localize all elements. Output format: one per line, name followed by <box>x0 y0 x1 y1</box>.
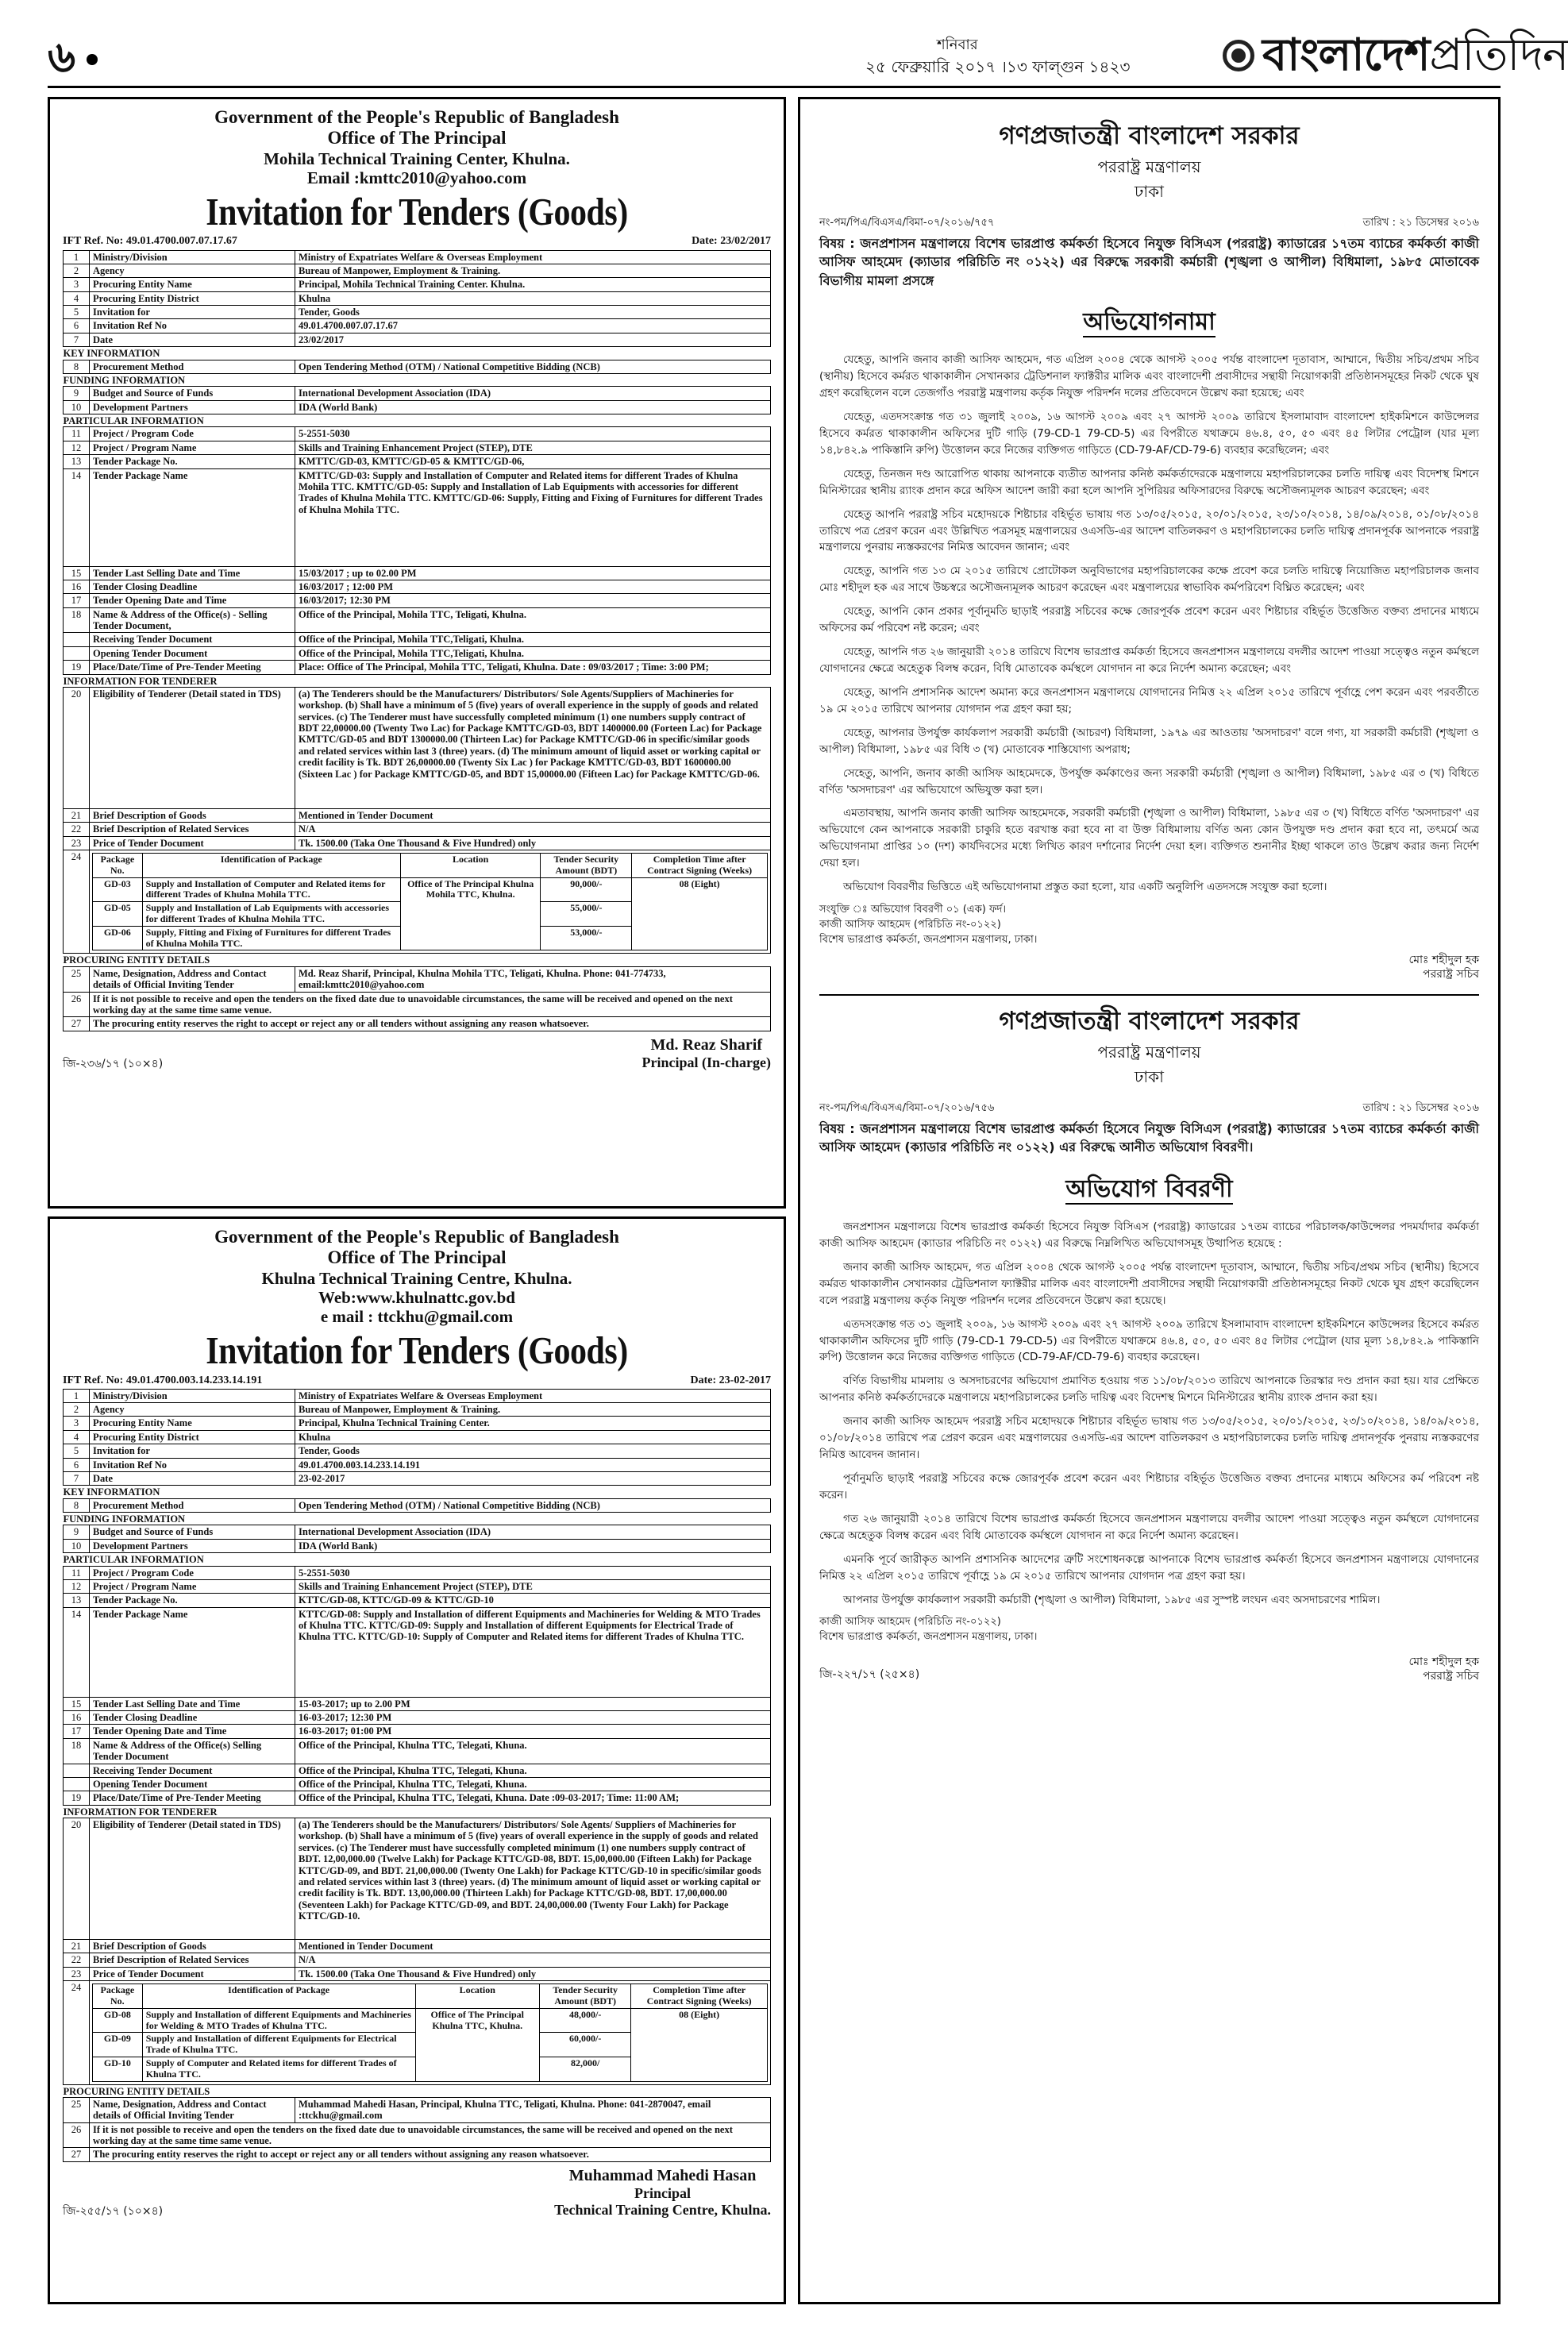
table-row: 23 Price of Tender Document Tk. 1500.00 (Taka One Thousand & Five Hundred) only <box>64 836 771 850</box>
paragraph: যেহেতু, আপনার উপর্যুক্ত কার্যকলাপ সরকারী কর্মচারী (আচরণ) বিধিমালা, ১৯৭৯ এর আওতায় 'অসদাচরণ' বলে গণ্য, যা সরকারী কর্মচারী (শৃঙ্খলা ও আপীল) বিধিমালা, ১৯৮৫ এর বিধি ৩ (খ) মোতাবেক শাস্তিযোগ্য অপরাধ; <box>819 726 1479 756</box>
gov-heading: Government of the People's Republic of Bangladesh <box>214 107 619 127</box>
section-caption: অভিযোগ বিবরণী <box>1065 1174 1233 1203</box>
table-row: 12 Project / Program Name Skills and Training Enhancement Project (STEP), DTE <box>64 1579 771 1593</box>
table-row: 15 Tender Last Selling Date and Time 15/03/2017 ; up to 02.00 PM <box>64 566 771 580</box>
tender-notice-khulna-ttc <box>48 1216 786 2304</box>
table-row: GD-05 Supply and Installation of Lab Equipments with accessories for different Trades of Khulna Mohila TTC. 55,000/- <box>93 902 768 927</box>
tender-notice-mohila-ttc <box>48 97 786 1209</box>
paragraph: যেহেতু, এতদসংক্রান্ত গত ৩১ জুলাই ২০০৯, ১৬ আগস্ট ২০০৯ এবং ২৭ আগস্ট ২০০৯ তারিখে ইসলামাবাদ বাংলাদেশ হাইকমিশনে কাউন্সেলর হিসেবে কর্মরত থাকাকালীন অফিসের দুটি গাড়ি (79-CD-1 79-CD-5) এর বিপরীতে যথাক্রমে ৪৬.৪, ৫০, ৫০ এবং ৪৫ লিটার পেট্রোল (যার মূল্য ১৪,৮৪২.৯ পাকিস্তানি রুপি) উত্তোলন করে নিজের ব্যক্তিগত গাড়িতে (CD-79-AF/CD-79-6) ব্যবহার করেছিলেন; এবং <box>819 411 1479 457</box>
table-row: 22 Brief Description of Related Services N/A <box>64 823 771 836</box>
table-row: 11 Project / Program Code 5-2551-5030 <box>64 1566 771 1579</box>
paragraph: আপনার উপর্যুক্ত কার্যকলাপ সরকারী কর্মচারী (শৃঙ্খলা ও আপীল) বিধিমালা, ১৯৮৫ এর সুস্পষ্ট লংঘন এবং অসদাচরণের শামিল। <box>843 1593 1381 1606</box>
table-row: 1 Ministry/Division Ministry of Expatriates Welfare & Overseas Employment <box>64 1389 771 1402</box>
paragraph: জনপ্রশাসন মন্ত্রণালয়ে বিশেষ ভারপ্রাপ্ত কর্মকর্তা হিসেবে নিযুক্ত বিসিএস (পররাষ্ট্র) ক্যাডারের ১৭তম ব্যাচের পরিচালক/কাউন্সেলর পদমর্যাদার কর্মকর্তা কাজী আসিফ আহমেদ (ক্যাডার পরিচিতি নং ০১২২) এর বিরুদ্ধে নিম্নলিখিত অভিযোগসমূহ উত্থাপিত হয়েছে : <box>819 1220 1479 1250</box>
signature-block: মোঃ শহীদুল হক পররাষ্ট্র সচিব <box>1408 953 1479 981</box>
ad-code: জি-২২৭/১৭ (২৫×৪) <box>819 1667 920 1681</box>
web-line: Web:www.khulnattc.gov.bd <box>318 1288 515 1308</box>
paragraph: যেহেতু, আপনি প্রশাসনিক আদেশ অমান্য করে জনপ্রশাসন মন্ত্রণালয়ে যোগদানের নিমিত্ত ২২ এপ্রিল ২০১৫ তারিখে পূর্বাহ্ণে পেশ করেন এবং পরবর্তীতে ১৯ মে ২০১৫ তারিখে আপনার যোগদান পত্র গ্রহণ করা হয়; <box>819 685 1479 715</box>
paragraph: জনাব কাজী আসিফ আহমেদ পররাষ্ট্র সচিব মহোদয়কে শিষ্টাচার বহির্ভূত ভাষায় গত ১৩/০৫/২০১৫, ২০/০১/২০১৫, ২৩/১০/২০১৪, ১৪/০৯/২০১৪, ০১/০৮/২০১৪ তারিখে পত্র প্রেরণ করেন এবং মন্ত্রণালয়ের ওএসডি-এর আদেশ বাতিলকরণ ও মহাপরিচালকের চলতি দায়িত্ব প্রদানপূর্বক পুনরায় ন্যস্তকরণের নিমিত্ত আবেদন জানান। <box>819 1415 1479 1462</box>
table-row: 10 Development Partners IDA (World Bank) <box>64 1539 771 1552</box>
table-row: 16 Tender Closing Deadline 16-03-2017; 12:30 PM <box>64 1711 771 1725</box>
table-row: 4 Procuring Entity District Khulna <box>64 1430 771 1444</box>
notice-title: Invitation for Tenders (Goods) <box>206 1330 628 1373</box>
table-row: 26 If it is not possible to receive and open the tenders on the fixed date due to unavoidable circumstances, the same will be received and opened on the next working day at the same time same venue. <box>64 992 771 1017</box>
masthead-rule <box>48 86 1501 88</box>
table-row: 9 Budget and Source of Funds International Development Association (IDA) <box>64 387 771 400</box>
section-heading: INFORMATION FOR TENDERER <box>63 675 218 687</box>
table-row: 21 Brief Description of Goods Mentioned in Tender Document <box>64 808 771 822</box>
paragraph: এতদসংক্রান্ত গত ৩১ জুলাই ২০০৯, ১৬ আগস্ট ২০০৯ এবং ২৭ আগস্ট ২০০৯ তারিখে ইসলামাবাদ বাংলাদেশ হাইকমিশনে কাউন্সেলর হিসেবে কর্মরত থাকাকালীন অফিসের দুটি গাড়ি (79-CD-1 79-CD-5) এর বিপরীতে যথাক্রমে ৪৬.৪, ৫০, ৫০ এবং ৪৫ লিটার পেট্রোল (যার মূল্য ১৪,৮৪২.৯ পাকিস্তানি রুপি) উত্তোলন করে নিজের ব্যক্তিগত গাড়িতে (CD-79-AF/CD-79-6) ব্যবহার করেছেন। <box>819 1317 1479 1364</box>
table-header-row: Package No. Identification of Package Location Tender Security Amount (BDT) Completion Time after Contract Signing (Weeks) <box>93 1984 768 2009</box>
table-row: 1 Ministry/Division Ministry of Expatriates Welfare & Overseas Employment <box>64 250 771 264</box>
ift-line: IFT Ref. No: 49.01.4700.007.07.17.67 Date: 23/02/2017 <box>63 235 771 248</box>
bullet-icon <box>87 54 98 65</box>
table-row: 3 Procuring Entity Name Principal, Mohila Technical Training Center. Khulna. <box>64 278 771 291</box>
paragraph: যেহেতু, তিনজন দণ্ড আরোপিত থাকায় আপনাকে ব্যতীত আপনার কনিষ্ঠ কর্মকর্তাদেরকে মন্ত্রণালয়ে মহাপরিচালকের চলতি দায়িত্ব এবং বিদেশস্থ মিশনে মিনিস্টারের স্থানীয় র‍্যাংক প্রদান করে অফিস আদেশ জারী করা হলে আপনি সুপিরিয়র অফিসারদের বিরুদ্ধে অসৌজন্যমূলক আচরণ করেছেন; এবং <box>819 467 1479 497</box>
table-row: 24 Package No. Identification of Package Location Tender Security Amount (BDT) Completion Time after Contract Signing (Weeks) GD-03 Supply and Installation of Computer and Related items for different Trades of Khulna Mohila TTC. Office of The Principal Khulna Mohila TTC, Khulna. 90,000/- 08 (Eight) GD-05 Supply and Installation of Lab Equipments with accessories for different Trades of Khulna Mohila TTC. 55,000/- GD-06 Supply, Fitting and Fixing of Furnitures for different Trades of Khulna Mohila TTC. 53,000/- <box>64 850 771 954</box>
paragraph: পূর্বানুমতি ছাড়াই পররাষ্ট্র সচিবের কক্ষে জোরপূর্বক প্রবেশ করেন এবং শিষ্টাচার বহির্ভূত উত্তেজিত বক্তব্য প্রদানের মাধ্যমে অফিসের কর্ম পরিবেশ নষ্ট করেন। <box>819 1472 1479 1502</box>
table-row: 3 Procuring Entity Name Principal, Khulna Technical Training Center. <box>64 1417 771 1430</box>
notice-footer <box>63 2167 771 2218</box>
recipient-block: কাজী আসিফ আহমেদ (পরিচিতি নং-০১২২) বিশেষ ভারপ্রাপ্ত কর্মকর্তা, জনপ্রশাসন মন্ত্রণালয়, ঢাকা। <box>819 1616 1038 1644</box>
office-heading: Office of The Principal <box>327 1247 507 1268</box>
notice-footer <box>63 1036 771 1071</box>
gov-heading: Government of the People's Republic of Bangladesh <box>214 1227 619 1247</box>
table-row: Opening Tender Document Office of the Principal, Mohila TTC,Teligati, Khulna. <box>64 646 771 660</box>
table-row: 7 Date 23-02-2017 <box>64 1471 771 1485</box>
section-heading: KEY INFORMATION <box>63 1486 160 1498</box>
paragraph: সেহেতু, আপনি, জনাব কাজী আসিফ আহমেদকে, উপর্যুক্ত কর্মকাণ্ডের জন্য সরকারী কর্মচারী (শৃঙ্খলা ও আপীল) বিধিমালা, ১৯৮৫ এর ৩ (খ) বিধিতে বর্ণিত 'অসদাচরণ' এর অভিযোগে অভিযুক্ত করা হল। <box>819 766 1479 796</box>
table-header-row: Package No. Identification of Package Location Tender Security Amount (BDT) Completion Time after Contract Signing (Weeks) <box>93 854 768 878</box>
package-table <box>92 1984 768 2081</box>
enclosure-block: সংযুক্তি ঃ অভিযোগ বিবরণী ০১ (এক) ফর্দ। কাজী আসিফ আহমেদ (পরিচিতি নং-০১২২) বিশেষ ভারপ্রাপ্ত কর্মকর্তা, জনপ্রশাসন মন্ত্রণালয়, ঢাকা। <box>819 904 1038 946</box>
table-row: 27 The procuring entity reserves the right to accept or reject any or all tenders without assigning any reason whatsoever. <box>64 1017 771 1031</box>
reference-line: নং-পম/পিএ/বিএসএ/বিমা-০৭/২০১৬/৭৫৬ তারিখ : ২১ ডিসেম্বর ২০১৬ <box>819 1102 1479 1115</box>
section-heading: KEY INFORMATION <box>63 348 160 360</box>
section-heading: PROCURING ENTITY DETAILS <box>63 954 210 966</box>
ministry-name: পররাষ্ট্র মন্ত্রণালয় <box>1097 157 1201 177</box>
city-name: ঢাকা <box>1135 1067 1164 1087</box>
table-row: 17 Tender Opening Date and Time 16/03/2017; 12:30 PM <box>64 594 771 607</box>
package-table <box>92 853 768 950</box>
table-row: GD-09 Supply and Installation of different Equipments for Electrical Trade of Khulna TTC. 60,000/- <box>93 2033 768 2057</box>
signature-block: মোঃ শহীদুল হক পররাষ্ট্র সচিব <box>1408 1656 1479 1683</box>
table-row: 24 Package No. Identification of Package Location Tender Security Amount (BDT) Completion Time after Contract Signing (Weeks) GD-08 Supply and Installation of different Equipments and Machineries for Welding & MTO Trades of Khulna TTC. Office of The Principal Khulna TTC, Khulna. 48,000/- 08 (Eight) GD-09 Supply and Installation of different Equipments for Electrical Trade of Khulna TTC. 60,000/- GD-10 Supply of Computer and Related items for different Trades of Khulna TTC. 82,000/ <box>64 1981 771 2084</box>
section-heading: FUNDING INFORMATION <box>63 374 186 386</box>
section-heading: PARTICULAR INFORMATION <box>63 415 204 427</box>
paragraph: অভিযোগ বিবরণীর ভিত্তিতে এই অভিযোগনামা প্রস্তুত করা হলো, যার একটি অনুলিপি এতদসঙ্গে সংযুক্ত করা হলো। <box>843 881 1327 894</box>
paragraph: যেহেতু, আপনি গত ১৩ মে ২০১৫ তারিখে প্রোটোকল অনুবিভাগের মহাপরিচালকের কক্ষে প্রবেশ করে চলতি দায়িত্বে নিয়োজিত মহাপরিচালক জনাব মোঃ শহীদুল হক এর সাথে উচ্চস্বরে অসৌজন্যমূলক আচরণ করেছেন এবং মন্ত্রণালয়ের স্বাভাবিক কর্মপরিবেশ বিঘ্নিত করেছেন; এবং <box>819 565 1479 595</box>
section-heading: FUNDING INFORMATION <box>63 1513 186 1525</box>
table-row: 21 Brief Description of Goods Mentioned in Tender Document <box>64 1940 771 1953</box>
table-row: 2 Agency Bureau of Manpower, Employment & Training. <box>64 264 771 277</box>
city-name: ঢাকা <box>1135 182 1164 202</box>
section-heading: INFORMATION FOR TENDERER <box>63 1806 218 1818</box>
paragraph: যেহেতু আপনি পররাষ্ট্র সচিব মহোদয়কে শিষ্টাচার বহির্ভূত ভাষায় গত ১৩/০৫/২০১৫, ২০/০১/২০১৫, ২৩/১০/২০১৪, ১৪/০৯/২০১৪, ০১/০৮/২০১৪ তারিখে পত্র প্রেরণ করেন এবং উল্লিখিত পত্রসমূহ মন্ত্রণালয়ের ওএসডি-এর আদেশ বাতিলকরণ ও মহাপরিচালকের চলতি দায়িত্ব প্রদানপূর্বক আপনাকে পররাষ্ট্র মন্ত্রণালয়ে পুনরায় ন্যস্তকরণের নিমিত্ত আবেদন জানান; এবং <box>819 507 1479 554</box>
table-row: 14 Tender Package Name KTTC/GD-08: Supply and Installation of different Equipments and Machineries for Welding & MTO Trades of Khulna TTC. KTTC/GD-09: Supply and Installation of different Equipments for Electrical Trade of Khulna TTC. KTTC/GD-10: Supply of Computer and Related items for different Trades of Khulna TTC. <box>64 1607 771 1697</box>
table-row: GD-06 Supply, Fitting and Fixing of Furnitures for different Trades of Khulna Mohila TTC. 53,000/- <box>93 926 768 950</box>
paragraph: জনাব কাজী আসিফ আহমেদ, গত এপ্রিল ২০০৪ থেকে আগস্ট ২০০৫ পর্যন্ত বাংলাদেশ দূতাবাস, আম্মানে, দ্বিতীয় সচিব/প্রথম সচিব (স্থানীয়) হিসেবে কর্মরত থাকাকালীন সেখানকার ট্রেডিশনাল ফ্যাক্টরীর মালিক এবং বাংলাদেশী প্রবাসীদের সন্থায়ী নিয়োগকারী প্রতিষ্ঠানসমূহের নিকট থেকে ঘুষ গ্রহণ করেছিলেন বলে পররাষ্ট্র মন্ত্রণালয় কর্তৃক নিযুক্ত পরিদর্শন দলের প্রতিবেদনে উল্লেখ করা হয়েছে। <box>819 1260 1479 1307</box>
table-row: 7 Date 23/02/2017 <box>64 333 771 346</box>
table-row: 17 Tender Opening Date and Time 16-03-2017; 01:00 PM <box>64 1725 771 1738</box>
paragraph: এমনকি পূর্বে জারীকৃত আপনি প্রশাসনিক আদেশের ত্রুটি সংশোধনকল্পে আপনাকে বিশেষ ভারপ্রাপ্ত কর্মকর্তা হিসেবে জনপ্রশাসন মন্ত্রণালয়ে যোগদানের নিমিত্ত ২২ এপ্রিল ২০১৫ তারিখে পূর্বাহ্ণে ১৯ মে ২০১৫ তারিখে আপনার যোগদান পত্র গ্রহণ করা হয়। <box>819 1552 1479 1583</box>
table-row: 25 Name, Designation, Address and Contact details of Official Inviting Tender Md. Reaz Sharif, Principal, Khulna Mohila TTC, Teligati, Khulna. Phone: 041-774733, email:kmttc2010@yahoo.com <box>64 966 771 992</box>
section-heading: PARTICULAR INFORMATION <box>63 1554 204 1566</box>
table-row: 10 Development Partners IDA (World Bank) <box>64 400 771 414</box>
center-heading: Khulna Technical Training Centre, Khulna. <box>261 1268 572 1288</box>
masthead <box>48 16 1568 82</box>
table-row: 20 Eligibility of Tenderer (Detail stated in TDS) (a) The Tenderers should be the Manufacturers/ Distributors/ Sole Agents/ Suppliers of Machineries for workshop. (b) Shall have a minimum of 5 (five) years of overall experience in the supply of goods and related services. (c) The Tenderer must have successfully completed minimum (1) one numbers supply contract of BDT. 12,00,000.00 (Twelve Lakh) for Package KTTC/GD-08, BDT. 15,00,000.00 (Fifteen Lakh) for Package KTTC/GD-09, and BDT. 21,00,000.00 (Twenty One Lakh) for Package KTTC/GD-10 in specific/similar goods and related services within last 3 (three) years. (d) The minimum amount of liquid asset or working capital or credit facility is Tk. BDT. 13,00,000.00 (Thirteen Lakh) for Package KTTC/GD-08, BDT. 17,00,000.00 (Seventeen Lakh) for Package KTTC/GD-09, and BDT. 24,00,000.00 (Twenty Four Lakh) for Package KTTC/GD-10. <box>64 1818 771 1940</box>
reference-line: নং-পম/পিএ/বিএসএ/বিমা-০৭/২০১৬/৭৫৭ তারিখ : ২১ ডিসেম্বর ২০১৬ <box>819 217 1479 229</box>
table-row: 6 Invitation Ref No 49.01.4700.003.14.233.14.191 <box>64 1458 771 1471</box>
table-row: 25 Name, Designation, Address and Contact details of Official Inviting Tender Muhammad Mahedi Hasan, Principal, Khulna TTC, Teligati, Khulna. Phone: 041-2870047, email :ttckhu@gmail.com <box>64 2097 771 2122</box>
table-row: 15 Tender Last Selling Date and Time 15-03-2017; up to 2.00 PM <box>64 1697 771 1710</box>
paragraph: বর্ণিত বিভাগীয় মামলায় ও অসদাচরণের অভিযোগ প্রমাণিত হওয়ায় গত ১১/০৮/২০১৩ তারিখে আপনাকে তিরস্কার দণ্ড প্রদান করা হয়। যার প্রেক্ষিতে আপনার কনিষ্ঠ কর্মকর্তাদেরকে মন্ত্রণালয়ে মহাপরিচালকের চলতি দায়িত্ব এবং বিদেশস্থ মিশনে মিনিস্টারের স্থানীয় র‍্যাংক প্রদান করা হয়। <box>819 1374 1479 1405</box>
table-row: Opening Tender Document Office of the Principal, Khulna TTC, Telegati, Khuna. <box>64 1777 771 1791</box>
table-row: 8 Procurement Method Open Tendering Method (OTM) / National Competitive Bidding (NCB) <box>64 360 771 373</box>
table-row: 4 Procuring Entity District Khulna <box>64 291 771 305</box>
day-label: শনিবার <box>937 37 978 53</box>
gov-title: গণপ্রজাতন্ত্রী বাংলাদেশ সরকার <box>999 121 1300 150</box>
section-heading: PROCURING ENTITY DETAILS <box>63 2085 210 2097</box>
table-row: 18 Name & Address of the Office(s) - Selling Tender Document, Office of the Principal, Mohila TTC, Teligati, Khulna. <box>64 607 771 633</box>
table-row: 12 Project / Program Name Skills and Training Enhancement Project (STEP), DTE <box>64 441 771 454</box>
table-row: GD-10 Supply of Computer and Related items for different Trades of Khulna TTC. 82,000/ <box>93 2057 768 2081</box>
subject-line: বিষয় : জনপ্রশাসন মন্ত্রণালয়ে বিশেষ ভারপ্রাপ্ত কর্মকর্তা হিসেবে নিযুক্ত বিসিএস (পররাষ্ট্র) ক্যাডারের ১৭তম ব্যাচের কর্মকর্তা কাজী আসিফ আহমেদ (ক্যাডার পরিচিতি নং ০১২২) এর বিরুদ্ধে সরকারী কর্মচারী (শৃঙ্খলা ও আপীল) বিধিমালা, ১৯৮৫ মোতাবেক বিভাগীয় মামলা প্রসঙ্গে <box>819 236 1479 288</box>
table-row: 23 Price of Tender Document Tk. 1500.00 (Taka One Thousand & Five Hundred) only <box>64 1967 771 1980</box>
date-line: ২৫ ফেব্রুয়ারি ২০১৭ ।১৩ ফাল্গুন ১৪২৩ <box>865 57 1131 76</box>
table-row: Receiving Tender Document Office of the Principal, Khulna TTC, Telegati, Khuna. <box>64 1764 771 1777</box>
table-row: 26 If it is not possible to receive and open the tenders on the fixed date due to unavoidable circumstances, the same will be received and opened on the next working day at the same time same venue. <box>64 2122 771 2148</box>
table-row: 19 Place/Date/Time of Pre-Tender Meeting Office of the Principal, Khulna TTC, Telegati, Khuna. Date :09-03-2017; Time: 11:00 AM; <box>64 1791 771 1805</box>
table-row: 22 Brief Description of Related Services N/A <box>64 1953 771 1967</box>
table-row: Receiving Tender Document Office of the Principal, Mohila TTC,Teligati, Khulna. <box>64 633 771 646</box>
table-row: 5 Invitation for Tender, Goods <box>64 1444 771 1458</box>
ift-line: IFT Ref. No: 49.01.4700.003.14.233.14.191 Date: 23-02-2017 <box>63 1374 771 1386</box>
notice-title: Invitation for Tenders (Goods) <box>206 191 628 234</box>
email-line: Email :kmttc2010@yahoo.com <box>306 168 527 188</box>
table-row: 6 Invitation Ref No 49.01.4700.007.07.17.67 <box>64 319 771 333</box>
paragraph: এমতাবস্থায়, আপনি জনাব কাজী আসিফ আহমেদকে, সরকারী কর্মচারী (শৃঙ্খলা ও আপীল) বিধিমালা, ১৯৮৫ এর ৩ (খ) বিধিতে বর্ণিত 'অসদাচরণ' এর অভিযোগে কেন আপনাকে সরকারী চাকুরি হতে বরখাস্ত করা হবে না বা উক্ত বিধিমালায় বর্ণিত অন্য কোন উপযুক্ত দণ্ড প্রদান করা হবে না, তৎমর্মে অত্র অভিযোগনামা প্রাপ্তির ১০ (দশ) কার্যদিবসের মধ্যে লিখিত কারণ দর্শানোর নির্দেশ দেয়া হল। ব্যক্তিগত শুনানীর ইচ্ছা থাকলে তাও উল্লেখ করার জন্য নির্দেশ দেয়া হল। <box>819 807 1479 870</box>
table-row: 20 Eligibility of Tenderer (Detail stated in TDS) (a) The Tenderers should be the Manufacturers/ Distributors/ Sole Agents/Suppliers of Machineries for workshop. (b) Shall have a minimum of 5 (five) years of overall experience in the supply of goods and related services. (c) The Tenderer must have successfully completed minimum (1) one numbers supply contract of BDT 22,00000.00 (Twenty Two Lac) for Package KMTTC/GD-03, BDT 1400000.00 (Forteen Lac) for Package KMTTC/GD-05 and BDT 1300000.00 (Thirteen Lac) for Package KMTTC/GD-06 in specific/similar goods and related services within last 3 (three) years. (d) The minimum amount of liquid asset or working capital or credit facility is Tk. BDT 26,00000.00 (Twenty Six Lac ) for Package KMTTC/GD-03, BDT 1600000.00 (Sixteen Lac ) for Package KMTTC/GD-05, and BDT 15,00000.00 (Fifteen Lac) for Package KMTTC/GD-06. <box>64 687 771 808</box>
paragraph: যেহেতু, আপনি কোন প্রকার পূর্বানুমতি ছাড়াই পররাষ্ট্র সচিবের কক্ষে জোরপূর্বক প্রবেশ করেন এবং শিষ্টাচার বহির্ভূত উত্তেজিত বক্তব্য প্রদানের মাধ্যমে অফিসের কর্ম পরিবেশ নষ্ট করেন; এবং <box>819 605 1479 635</box>
subject-line: বিষয় : জনপ্রশাসন মন্ত্রণালয়ে বিশেষ ভারপ্রাপ্ত কর্মকর্তা হিসেবে নিযুক্ত বিসিএস (পররাষ্ট্র) ক্যাডারের ১৭তম ব্যাচের কর্মকর্তা কাজী আসিফ আহমেদ (ক্যাডার পরিচিতি নং ০১২২) এর বিরুদ্ধে আনীত অভিযোগ বিবরণী। <box>819 1121 1479 1155</box>
table-row: 19 Place/Date/Time of Pre-Tender Meeting Place: Office of The Principal, Mohila TTC, Teligati, Khulna. Date : 09/03/2017 ; Time: 3:00 PM; <box>64 661 771 674</box>
brand-name: বাংলাদেশপ্রতিদিন <box>1262 29 1568 81</box>
paragraph: যেহেতু, আপনি জনাব কাজী আসিফ আহমেদ, গত এপ্রিল ২০০৪ থেকে আগস্ট ২০০৫ পর্যন্ত বাংলাদেশ দূতাবাস, আম্মানে, দ্বিতীয় সচিব/প্রথম সচিব (স্থানীয়) হিসেবে কর্মরত থাকাকালীন সেখানকার ট্রেডিশনাল ফ্যাক্টরীর মালিক এবং বাংলাদেশী প্রবাসীদের সন্থায়ী নিয়োগকারী প্রতিষ্ঠানসমূহের নিকট থেকে ঘুষ গ্রহণ করেছিলেন বলে তেজগাঁও পররাষ্ট্র মন্ত্রণালয় কর্তৃক নিযুক্ত পরিদর্শন দলের প্রতিবেদনে উল্লেখ করা হয়েছে; এবং <box>819 353 1479 400</box>
ad-code: জি-২৫৫/১৭ (১০×৪) <box>63 2205 164 2219</box>
table-row: 8 Procurement Method Open Tendering Method (OTM) / National Competitive Bidding (NCB) <box>64 1498 771 1512</box>
table-row: 11 Project / Program Code 5-2551-5030 <box>64 427 771 441</box>
center-heading: Mohila Technical Training Center, Khulna. <box>264 148 570 168</box>
brand-logo-icon <box>1223 40 1254 71</box>
section-caption: অভিযোগনামা <box>1083 307 1215 336</box>
tender-table <box>63 1389 771 2162</box>
table-row: 14 Tender Package Name KMTTC/GD-03: Supply and Installation of Computer and Related items for different Trades of Khulna Mohila TTC. KMTTC/GD-05: Supply and Installation of Lab Equipments with accessories for different Trades of Khulna Mohila TTC. KMTTC/GD-06: Supply, Fitting and Fixing of Furnitures for different Trades of Khulna Mohila TTC. <box>64 468 771 566</box>
notice-footer <box>819 1650 1479 1683</box>
signature-block: Md. Reaz Sharif Principal (In-charge) <box>641 1035 771 1070</box>
table-row: 2 Agency Bureau of Manpower, Employment & Training. <box>64 1403 771 1417</box>
table-row: 13 Tender Package No. KTTC/GD-08, KTTC/GD-09 & KTTC/GD-10 <box>64 1594 771 1607</box>
table-row: GD-03 Supply and Installation of Computer and Related items for different Trades of Khulna Mohila TTC. Office of The Principal Khulna Mohila TTC, Khulna. 90,000/- 08 (Eight) <box>93 877 768 902</box>
paragraph: গত ২৬ জানুয়ারী ২০১৪ তারিখে বিশেষ ভারপ্রাপ্ত কর্মকর্তা হিসেবে জনপ্রশাসন মন্ত্রণালয়ে বদলীর আদেশ পাওয়া সত্ত্বেও নতুন কর্মস্থলে যোগদানের ক্ষেত্রে অহেতুক বিলম্ব করেন এবং বিধি মোতাবেক কর্মস্থলে যোগদান না করে নির্দেশ অমান্য করেছেন। <box>819 1512 1479 1542</box>
page-number: ৬ <box>48 24 98 95</box>
table-row: 16 Tender Closing Deadline 16/03/2017 ; 12:00 PM <box>64 580 771 593</box>
paragraph: যেহেতু, আপনি গত ২৬ জানুয়ারী ২০১৪ তারিখে বিশেষ ভারপ্রাপ্ত কর্মকর্তা হিসেবে জনপ্রশাসন মন্ত্রণালয়ে বদলীর আদেশ পাওয়া সত্ত্বেও নতুন কর্মস্থলে যোগদানের ক্ষেত্রে অহেতুক বিলম্ব করেন, বিধি মোতাবেক কর্মস্থলে যোগদান না করে নির্দেশ অমান্য করেছেন; এবং <box>819 646 1479 675</box>
notice-divider <box>819 994 1479 996</box>
table-row: 27 The procuring entity reserves the right to accept or reject any or all tenders without assigning any reason whatsoever. <box>64 2148 771 2161</box>
email-line: e mail : ttckhu@gmail.com <box>320 1307 514 1327</box>
tender-table <box>63 250 771 1031</box>
ad-code: জি-২৩৬/১৭ (১০×৪) <box>63 1058 164 1071</box>
table-row: GD-08 Supply and Installation of different Equipments and Machineries for Welding & MTO Trades of Khulna TTC. Office of The Principal Khulna TTC, Khulna. 48,000/- 08 (Eight) <box>93 2008 768 2033</box>
table-row: 5 Invitation for Tender, Goods <box>64 306 771 319</box>
office-heading: Office of The Principal <box>327 128 507 148</box>
charge-sheet-notice <box>798 97 1501 2304</box>
table-row: 13 Tender Package No. KMTTC/GD-03, KMTTC/GD-05 & KMTTC/GD-06, <box>64 455 771 468</box>
ministry-name: পররাষ্ট্র মন্ত্রণালয় <box>1097 1043 1201 1062</box>
table-row: 18 Name & Address of the Office(s) Selling Tender Document Office of the Principal, Khulna TTC, Telegati, Khuna. <box>64 1738 771 1764</box>
gov-title: গণপ্রজাতন্ত্রী বাংলাদেশ সরকার <box>999 1006 1300 1035</box>
table-row: 9 Budget and Source of Funds International Development Association (IDA) <box>64 1525 771 1539</box>
signature-block: Muhammad Mahedi Hasan Principal Technical Training Centre, Khulna. <box>554 2166 771 2218</box>
